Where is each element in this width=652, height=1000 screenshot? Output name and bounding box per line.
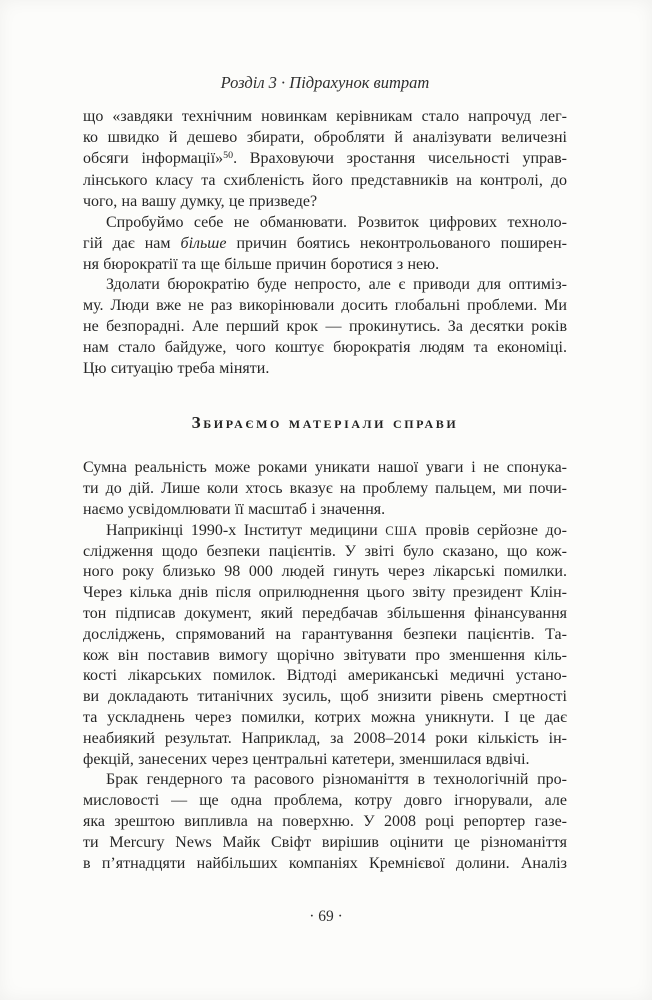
text-segment: ти до дій. Лише коли хтось вказує на проблему пальцем, ми почи- (83, 480, 567, 498)
text-line (83, 583, 567, 604)
text-line (83, 708, 567, 729)
text-line (83, 458, 567, 479)
text-line (83, 192, 567, 213)
text-line (83, 275, 567, 296)
text-line (83, 854, 567, 875)
text-segment: фекцій, занесених через центральні катетери, зменшилася вдвічі. (83, 750, 530, 768)
text-line (83, 479, 567, 500)
text-line (83, 317, 567, 338)
section-heading: Збираємо матеріали справи (191, 413, 459, 433)
text-segment: му. Люди вже не раз викорінювали досить глобальні проблеми. Ми (83, 297, 567, 315)
text-line (83, 359, 567, 380)
text-line (83, 296, 567, 317)
footnote-ref: 50 (223, 150, 234, 162)
text-line (83, 666, 567, 687)
text-line (83, 833, 567, 854)
text-line (83, 542, 567, 563)
text-segment: . Враховуючи зростання чисельності управ- (233, 149, 567, 167)
text-segment: що «завдяки технічним новинкам керівникам стало напрочуд лег- (83, 108, 567, 125)
paragraph (83, 107, 567, 213)
text-segment: та ускладнень через помилки, котрих можна уникнути. І це дає (83, 708, 567, 726)
text-line (83, 255, 567, 276)
text-segment: Через кілька днів після оприлюднення цього звіту президент Клін- (83, 584, 567, 602)
text-line (83, 625, 567, 646)
text-segment: чого, на вашу думку, це призведе? (83, 193, 318, 211)
text-segment: Спробуймо себе не обманювати. Розвиток цифрових техноло- (106, 213, 567, 231)
text-segment: ного року близько 98 000 людей гинуть через лікарські помилки. (83, 563, 567, 581)
text-segment: більше (180, 234, 227, 252)
text-line (83, 338, 567, 359)
text-segment: ти Mercury News Майк Свіфт вирішив оцінити це різноманіття (83, 833, 567, 851)
text-segment: тон підписав документ, який передбачав збільшення фінансування (83, 604, 567, 622)
text-line (83, 213, 567, 234)
text-line (83, 604, 567, 625)
text-line (83, 750, 567, 771)
text-segment: причин боятись неконтрольованого поширен- (226, 234, 568, 252)
text-segment: Цю ситуацію треба міняти. (83, 359, 270, 377)
text-line (83, 149, 567, 172)
text-line (83, 646, 567, 667)
text-segment: неабиякий результат. Наприклад, за 2008–2014 роки кількість ін- (83, 729, 567, 747)
text-segment: наємо усвідомлювати її масштаб і значення. (83, 500, 386, 518)
text-segment: США (385, 523, 418, 538)
paragraph (83, 521, 567, 771)
text-segment: кості лікарських помилок. Відтоді американські медичні устано- (83, 667, 567, 685)
running-header: Розділ 3 · Підрахунок витрат (220, 73, 430, 92)
text-line (83, 521, 567, 542)
text-segment: ви докладають титанічних зусиль, щоб знизити рівень смертності (83, 688, 567, 706)
paragraph (83, 770, 567, 874)
text-line (83, 234, 567, 255)
text-line (83, 687, 567, 708)
text-segment: слідження щодо безпеки пацієнтів. У звіті було сказано, що кож- (83, 542, 567, 560)
page-number: · 69 · (309, 908, 343, 925)
paragraph (83, 458, 567, 520)
text-segment: не безпорадні. Але перший крок — прокинутись. За десятки років (83, 317, 567, 335)
text-line (83, 128, 567, 149)
text-segment: Сумна реальність може роками уникати нашої уваги і не спонука- (83, 459, 567, 477)
text-segment: гій дає нам (83, 234, 181, 252)
text-segment: ко швидко й дешево збирати, обробляти й аналізувати величезні (83, 128, 567, 146)
text-segment: лінського класу та схибленість його представників на контролі, до (83, 172, 567, 190)
text-line (83, 171, 567, 192)
text-segment: ня бюрократії та ще більше причин боротися з нею. (83, 255, 440, 273)
text-line (83, 500, 567, 521)
page-body (83, 107, 567, 874)
paragraph (83, 275, 567, 379)
text-line (83, 562, 567, 583)
text-segment: нам стало байдуже, чого коштує бюрократія людям та економіці. (83, 338, 567, 356)
paragraph (83, 213, 567, 275)
text-line (83, 770, 567, 791)
text-segment: мисловості — ще одна проблема, котру довго ігнорували, але (83, 792, 567, 810)
text-segment: яка зрештою випливла на поверхню. У 2008 році репортер газе- (83, 812, 567, 830)
text-segment: Здолати бюрократію буде непросто, але є приводи для оптиміз- (106, 276, 567, 294)
text-segment: кож він поставив вимогу щорічно звітувати про зменшення кіль- (83, 646, 567, 664)
text-segment: Брак гендерного та расового різноманіття в технологічній про- (106, 771, 567, 789)
text-segment: в п’ятнадцяти найбільших компаніях Кремнієвої долини. Аналіз (83, 854, 567, 872)
text-segment: досліджень, спрямований на гарантування безпеки пацієнтів. Та- (83, 625, 567, 643)
text-line (83, 729, 567, 750)
text-line (83, 791, 567, 812)
text-segment: провів серйозне до- (417, 521, 567, 539)
text-segment: обсяги інформації» (83, 149, 224, 167)
text-line (83, 107, 567, 128)
text-segment: Наприкінці 1990-х Інститут медицини (106, 521, 386, 539)
text-line (83, 812, 567, 833)
